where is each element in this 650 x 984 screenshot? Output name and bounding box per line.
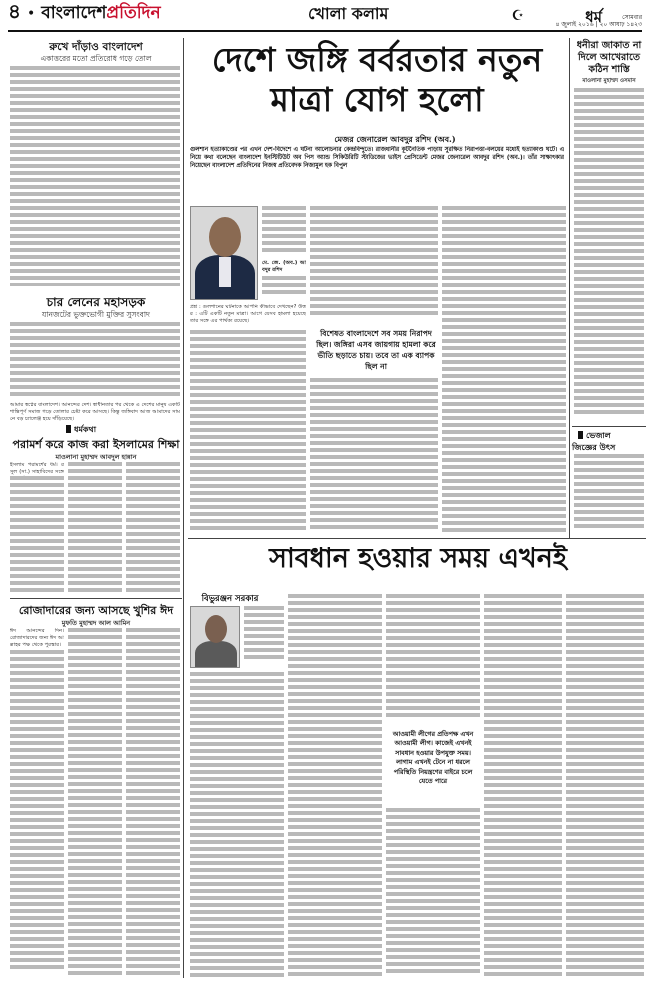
- article-body-1: [10, 66, 180, 286]
- lead-body-col2-bottom: [310, 378, 438, 534]
- date-line: সোমবার ৪ জুলাই ২০১৬ | ২০ আষাঢ় ১৪২৩: [555, 13, 642, 28]
- lead-byline: মেজর জেনারেল আবদুর রশিদ (অব.): [334, 134, 456, 144]
- article-subtitle-2: যানজটের ভুক্তভোগী মুক্তির সুসংবাদ: [42, 310, 150, 319]
- separator-dot-icon: •: [26, 6, 36, 22]
- lead-body-col2-top: [310, 206, 438, 324]
- divider: [572, 426, 646, 427]
- lead-photo-caption: মে. জে. (অব.) আবদুর রশিদ: [262, 260, 306, 274]
- page-number: ৪: [8, 0, 21, 23]
- article-body-3b: [68, 462, 122, 594]
- second-pullquote: আওয়ামী লীগের প্রতিপক্ষ এখন আওয়ামী লীগ। কাজেই এখনই সাবধান হওয়ার উপযুক্ত সময়। লাগাম এখনই টেনে না ধরলে পরিস্থিতি নিয়ন্ত্রণের বাইরে চলে যেতে পারে: [392, 730, 474, 786]
- article-body-3c: [126, 462, 180, 594]
- section-title-left: খোলা কলাম: [308, 4, 389, 23]
- lead-body-col1-mid: [262, 276, 306, 302]
- article-subtitle-1: একাত্তরের মতো প্রতিরোধ গড়ে তোল: [40, 54, 152, 63]
- lead-headline: দেশে জঙ্গি বর্বরতার নতুন মাত্রা যোগ হলো: [211, 40, 543, 119]
- lead-intro: গুলশান হত্যাকাণ্ডের পর এখন দেশ-বিদেশে এ ঘটনা আলোচনার কেন্দ্রবিন্দুতে। রাজধানীর কূটনৈতিক পাড়ায় সুরক্ষিত নিরাপত্তা-বলয়ের মধ্যেই হত্যাকাণ্ড ঘটে। এ নিয়ে কথা বলেছেন বাংলাদেশ ইনস্টিটিউট অব পিস অ্যান্ড সিকিউরিটি স্টাডিজের ভাইস প্রেসিডেন্ট মেজর জেনারেল আবদুর রশিদ (অব.)। তাঁর সাক্ষাৎকার নিয়েছেন বাংলাদেশ প্রতিদিনের নিজস্ব প্রতিবেদক নিজামুল হক বিপুল: [190, 147, 564, 169]
- right-sub-body: [574, 454, 644, 534]
- lead-body-col3: [442, 206, 566, 534]
- article-excerpt-2: আমার স্বপ্নের বাংলাদেশ। আনন্দের দেশ। স্বাধীনতার পর থেকে এ দেশের মানুষ একটি শান্তিপূর্ণ সমাজ গড়ে তোলার চেষ্টা করে আসছে। কিন্তু জঙ্গিবাদ আজ আমাদের সামনে বড় চ্যালেঞ্জ হয়ে দাঁড়িয়েছে।: [10, 402, 180, 422]
- right-article-author: মাওলানা মুহাম্মদ ওসমান: [582, 78, 636, 84]
- right-article-body: [574, 88, 644, 422]
- article-author-4: মুফতি মুহাম্মদ আল আমিন: [61, 619, 131, 627]
- masthead: [8, 0, 642, 32]
- article-body-3a: ইসলাম পরামর্শের ধর্ম। রসুল (সা.) সাহাবিদের সঙ্গে: [10, 462, 64, 476]
- mosque-icon: ☪: [511, 8, 524, 24]
- paper-name: বাংলাদেশপ্রতিদিন: [41, 3, 161, 23]
- lead-body-col1-top: [262, 206, 306, 258]
- article-body-4b: [68, 628, 122, 978]
- lead-body-col1-qa: প্রশ্ন : গুলশানের ঘটনাকে আপনি কীভাবে দেখছেন? উত্তর : এটি একটি নতুন মাত্রা। আগে যেসব হামলা হয়েছে তার সঙ্গে এর পার্থক্য রয়েছে।: [190, 304, 306, 325]
- second-body-col3-bottom: [386, 808, 480, 978]
- second-photo: [190, 606, 240, 668]
- article-title-4: রোজাদারের জন্য আসছে খুশির ঈদ: [18, 604, 174, 617]
- column-divider: [569, 38, 570, 538]
- second-body-col2: [288, 594, 382, 978]
- section-tag-dharma: ধর্মকথা: [66, 424, 96, 437]
- second-body-col1-top: [244, 606, 284, 668]
- second-body-col3-top: [386, 594, 480, 724]
- right-sub-title: জিজ্ঞের উৎস: [572, 442, 616, 452]
- section-tag-right: ভেজাল: [578, 430, 611, 443]
- article-body-3a-lines: [10, 476, 64, 594]
- article-title-2: চার লেনের মহাসড়ক: [46, 295, 146, 309]
- second-body-col1: [190, 672, 284, 978]
- article-author-3: মাওলানা মুহাম্মদ আবদুল হান্নান: [55, 453, 137, 461]
- second-body-col5: [566, 594, 644, 978]
- article-body-4c: [126, 628, 180, 978]
- lead-pullquote: বিশেষত বাংলাদেশে সব সময় নিরাপদ ছিল। জঙ্গিরা এসব জায়গায় হামলা করে ভীতি ছড়াতে চায়। তবে তা এক ব্যাপক ছিল না: [316, 329, 436, 371]
- lead-body-col1: [190, 330, 306, 534]
- divider: [10, 598, 182, 599]
- lead-photo: [190, 206, 258, 300]
- second-body-col4: [484, 594, 562, 978]
- second-headline: সাবধান হওয়ার সময় এখনই: [269, 543, 567, 574]
- section-divider: [188, 538, 646, 539]
- article-title-1: রুখে দাঁড়াও বাংলাদেশ: [49, 41, 143, 53]
- column-divider: [183, 38, 184, 978]
- article-body-2: [10, 322, 180, 402]
- right-article-title: ধনীরা জাকাত না দিলে আখেরাতে কঠিন শাস্তি: [576, 40, 642, 75]
- section-title-right: ধর্ম: [585, 8, 602, 26]
- article-excerpt-4: ঈদ আনন্দের দিন। রোজাদারদের জন্য ঈদ আল্লাহর পক্ষ থেকে পুরস্কার।: [10, 628, 64, 648]
- article-title-3: পরামর্শ করে কাজ করা ইসলামের শিক্ষা: [12, 438, 180, 451]
- second-byline: বিভুরঞ্জন সরকার: [201, 594, 259, 604]
- article-body-4a: [10, 650, 64, 978]
